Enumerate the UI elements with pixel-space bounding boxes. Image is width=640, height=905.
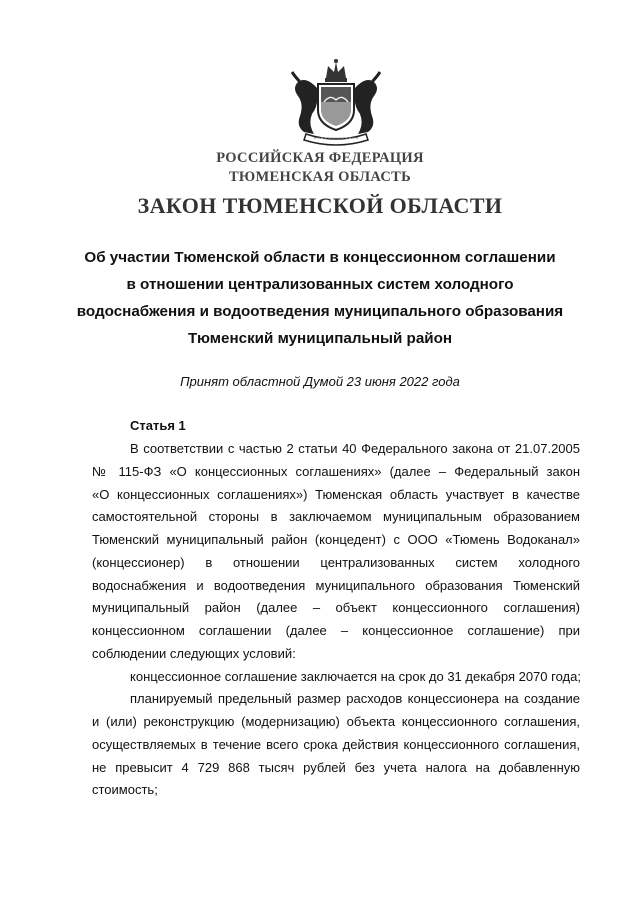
body-line: муниципальный район (далее – объект концессионного соглашения): [92, 600, 580, 616]
left-supporter-icon: [295, 80, 317, 134]
body-line: и (или) реконструкцию (модернизацию) объекта концессионного соглашения,: [92, 714, 580, 729]
body-line: осуществляемых в течение всего срока действия концессионного соглашения,: [92, 736, 580, 752]
body-line: планируемый предельный размер расходов концессионера на создание: [130, 691, 580, 707]
adoption-note: Принят областной Думой 23 июня 2022 года: [180, 374, 460, 389]
title-line: водоснабжения и водоотведения муниципального образования: [76, 303, 564, 320]
crown-icon: [325, 59, 347, 82]
body-line: В соответствии с частью 2 статьи 40 Федерального закона от 21.07.2005: [130, 441, 580, 456]
body-line: «О концессионных соглашениях») Тюменская область участвует в качестве: [92, 486, 580, 502]
body-line: соблюдении следующих условий:: [92, 645, 296, 661]
article-heading: Статья 1: [130, 418, 186, 433]
ribbon-icon: [304, 134, 368, 145]
body-line: самостоятельной стороны в заключаемом муниципальным образованием: [92, 509, 580, 525]
title-line: Тюменский муниципальный район: [187, 330, 453, 347]
body-line: концессионном соглашении (далее – концессионное соглашение) при: [92, 623, 580, 638]
body-line: Тюменский муниципальный район (концедент) с ООО «Тюмень Водоканал»: [92, 532, 580, 547]
title-line: в отношении централизованных систем холодного: [126, 276, 514, 293]
law-title: [60, 244, 580, 352]
country-heading: РОССИЙСКАЯ ФЕДЕРАЦИЯ: [216, 150, 424, 166]
body-line: не превысит 4 729 868 тысяч рублей без учета налога на добавленную: [92, 759, 580, 775]
title-line: Об участии Тюменской области в концессионном соглашении: [84, 249, 556, 266]
document-type-heading: ЗАКОН ТЮМЕНСКОЙ ОБЛАСТИ: [137, 193, 503, 218]
body-line: концессионное соглашение заключается на срок до 31 декабря 2070 года;: [130, 668, 581, 684]
body-line: водоснабжения и водоотведения муниципального образования Тюменский: [92, 577, 580, 593]
body-line: № 115-ФЗ «О концессионных соглашениях» (далее – Федеральный закон: [92, 463, 580, 479]
body-line: стоимость;: [92, 782, 158, 798]
body-line: (концессионер) в отношении централизованных систем холодного: [92, 554, 580, 570]
coat-of-arms-emblem: [284, 58, 388, 146]
article-body: [92, 438, 580, 802]
right-supporter-icon: [355, 80, 377, 134]
region-heading: ТЮМЕНСКАЯ ОБЛАСТЬ: [228, 169, 412, 185]
